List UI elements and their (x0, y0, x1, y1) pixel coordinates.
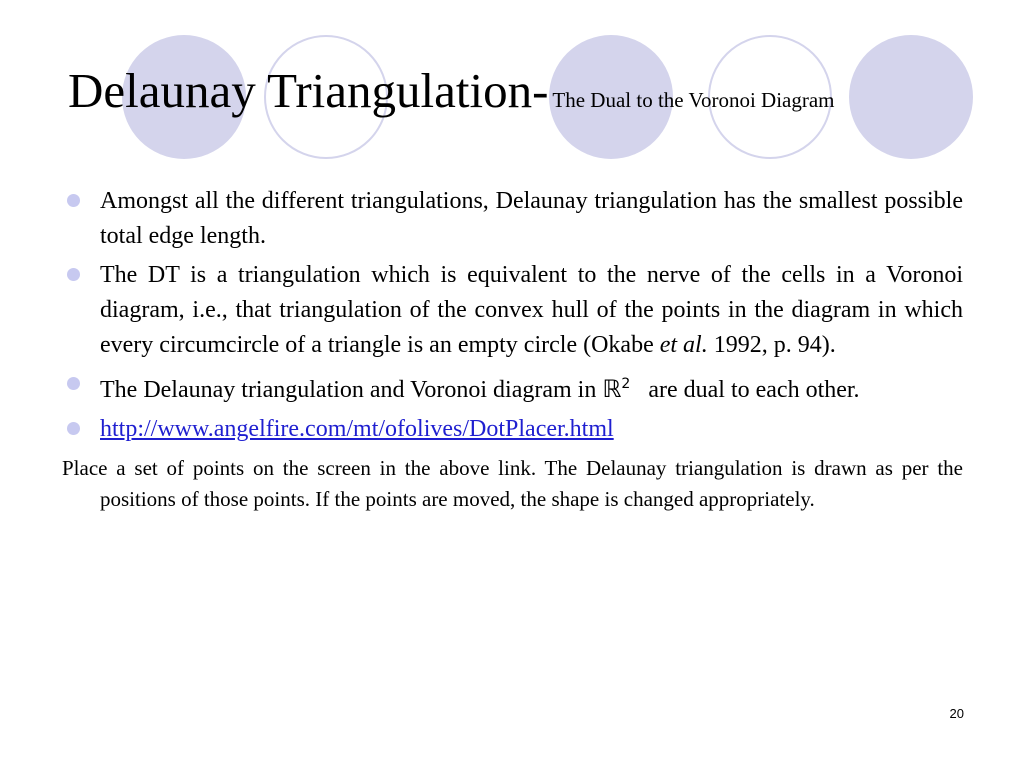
r2-symbol: ℝ$^2$ (602, 375, 631, 403)
title-main: Delaunay Triangulation- (68, 63, 549, 118)
bullet-icon (67, 194, 80, 207)
title-subtitle: The Dual to the Voronoi Diagram (552, 88, 835, 112)
bullet-item (62, 258, 963, 363)
dotplacer-link[interactable]: http://www.angelfire.com/mt/ofolives/DotPlacer.html (100, 416, 614, 442)
bullet-text: Amongst all the different triangulations, Delaunay triangulation has the smallest possible total edge length. (100, 188, 963, 249)
page-number: 20 (949, 706, 964, 721)
bullet-text-end: are dual to each other. (642, 377, 860, 403)
bullet-text: The Delaunay triangulation and Voronoi diagram in (100, 377, 603, 403)
bullet-item (62, 184, 963, 254)
bullet-item (62, 367, 963, 408)
note-paragraph: Place a set of points on the screen in the above link. The Delaunay triangulation is drawn as per the positions of those points. If the points are moved, the shape is changed appropriately. (62, 456, 963, 511)
bullet-text: The DT is a triangulation which is equivalent to the nerve of the cells in a Voronoi diagram, i.e., that triangulation of the convex hull of the points in the diagram in which every circumcircle of a triangle is an empty circle (Okabe (100, 262, 963, 358)
bullet-icon (67, 268, 80, 281)
bullet-text-end: 1992, p. 94). (707, 332, 836, 358)
bullet-icon (67, 422, 80, 435)
slide-content (62, 184, 963, 515)
bullet-icon (67, 377, 80, 390)
bullet-italic-text: et al. (659, 332, 708, 358)
decor-circle-5 (849, 35, 973, 159)
bullet-item (62, 412, 963, 447)
slide-title (68, 63, 835, 118)
